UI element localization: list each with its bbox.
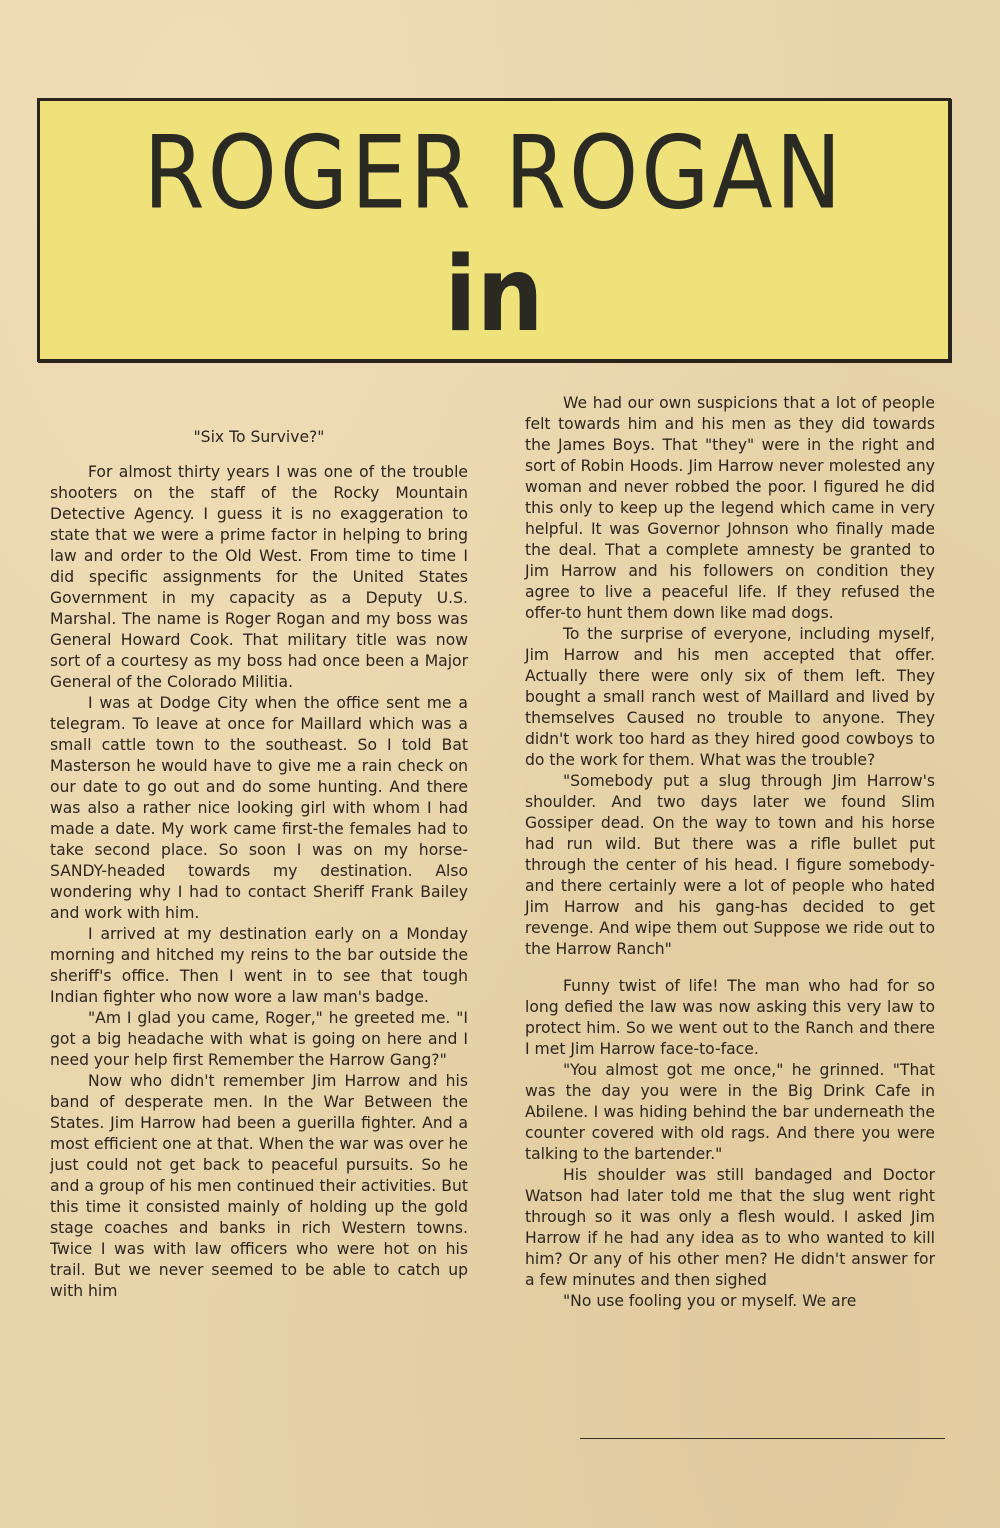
right-column [525,393,935,1312]
paragraph: Now who didn't remember Jim Harrow and his band of desperate men. In the War Between the States. Jim Harrow had been a guerilla fighter. And a most efficient one at that. When the war was over he just could not get back to peaceful pursuits. So he and a group of his men continued their activities. But this time it consisted mainly of holding up the gold stage coaches and banks in rich Western towns. Twice I was with law officers who were hot on his trail. But we never seemed to be able to catch up with him [50,1072,468,1300]
paragraph: For almost thirty years I was one of the trouble shooters on the staff of the Rocky Mountain Detective Agency. I guess it is no exaggeration to state that we were a prime factor in helping to bring law and order to the Old West. From time to time I did specific assignments for the United States Government in my capacity as a Deputy U.S. Marshal. The name is Roger Rogan and my boss was General Howard Cook. That military title was now sort of a courtesy as my boss had once been a Major General of the Colorado Militia. [50,463,468,691]
story-title: "Six To Survive?" [193,428,325,446]
title-banner [37,98,951,362]
paragraph: "You almost got me once," he grinned. "That was the day you were in the Big Drink Cafe in Abilene. I was hiding behind the bar underneath the counter covered with old rags. And there you were talking to the bartender." [525,1061,935,1163]
paragraph: "Somebody put a slug through Jim Harrow's shoulder. And two days later we found Slim Gossiper dead. On the way to town and his horse had run wild. But there was a rifle bullet put through the center of his head. I figure somebody-and there certainly were a lot of people who hated Jim Harrow and his gang-has decided to get revenge. And wipe them out Suppose we ride out to the Harrow Ranch" [525,772,935,958]
bottom-rule [580,1438,945,1439]
paragraph: Funny twist of life! The man who had for so long defied the law was now asking this very law to protect him. So we went out to the Ranch and there I met Jim Harrow face-to-face. [525,977,935,1058]
paragraph: I was at Dodge City when the office sent me a telegram. To leave at once for Maillard which was a small cattle town to the southeast. So I told Bat Masterson he would have to give me a rain check on our date to go out and do some hunting. And there was also a rather nice looking girl with whom I had made a date. My work came first-the females had to take second place. So soon I was on my horse-SANDY-headed towards my destination. Also wondering why I had to contact Sheriff Frank Bailey and work with him. [50,694,468,922]
title-name: ROGER ROGAN [143,113,845,232]
title-in: in [444,235,544,356]
paragraph: His shoulder was still bandaged and Doctor Watson had later told me that the slug went right through so it was only a flesh would. I asked Jim Harrow if he had any idea as to who wanted to kill him? Or any of his other men? He didn't answer for a few minutes and then sighed [525,1166,935,1289]
paragraph: I arrived at my destination early on a Monday morning and hitched my reins to the bar outside the sheriff's office. Then I went in to see that tough Indian fighter who now wore a law man's badge. [50,925,468,1006]
paragraph-gap [525,960,935,976]
paragraph: "No use fooling you or myself. We are [563,1292,857,1310]
paragraph: "Am I glad you came, Roger," he greeted me. "I got a big headache with what is going on here and I need your help first Remember the Harrow Gang?" [50,1009,468,1069]
paragraph: We had our own suspicions that a lot of people felt towards him and his men as they did towards the James Boys. That "they" were in the right and sort of Robin Hoods. Jim Harrow never molested any woman and never robbed the poor. I figured he did this only to keep up the legend which came in very helpful. It was Governor Johnson who finally made the deal. That a complete amnesty be granted to Jim Harrow and his followers on condition they agree to live a peaceful life. If they refused the offer-to hunt them down like mad dogs. [525,394,935,622]
left-column [50,430,468,1302]
paragraph: To the surprise of everyone, including myself, Jim Harrow and his men accepted that offer. Actually there were only six of them left. They bought a small ranch west of Maillard and lived by themselves Caused no trouble to anyone. They didn't work too hard as they hired good cowboys to do the work for them. What was the trouble? [525,625,935,769]
